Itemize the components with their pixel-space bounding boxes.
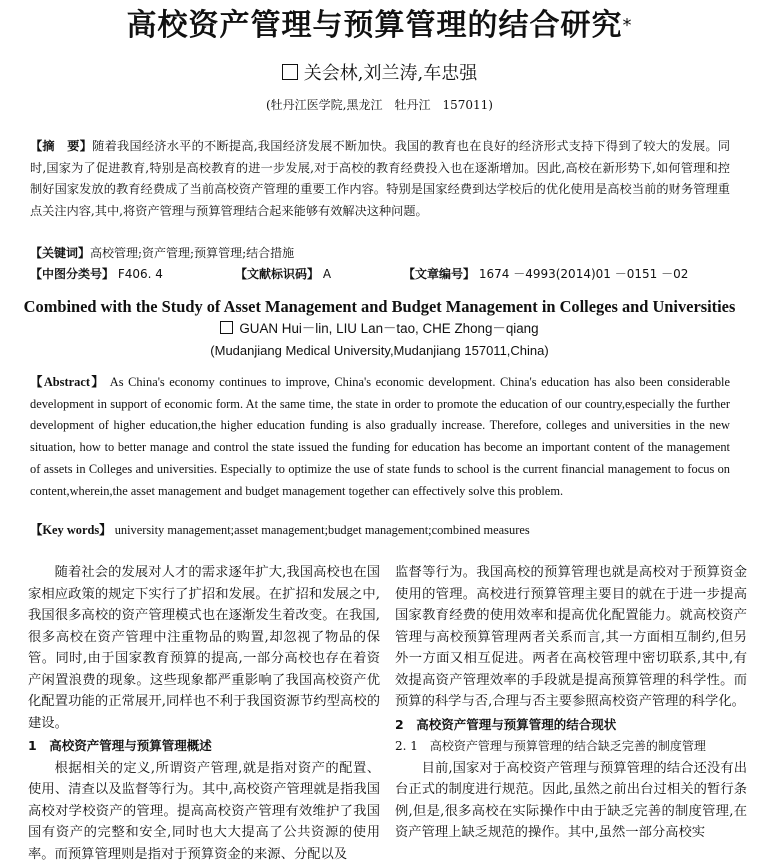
keywords-cn-text: 高校管理;资产管理;预算管理;结合措施 [90,246,294,260]
doc-code-label: 【文献标识码】 [235,267,319,281]
abstract-en-text: As China's economy continues to improve, China's economic development. China's education has also been considerable development in support of economic form. At the same time, the state in order to promote the education of our country,especially the further development of higher education,the higher education funding is also gradually increase. Therefore, colleges and universities in the new situation, how to better manage and control the state issued the funding for education has become an important content of the management of assets in Colleges and universities. Especially to optimize the use of state funds to school is the current financial management to focus on content,wherein,the asset management and budget management together can effectively solve this problem. [30,375,730,498]
subsection-heading-2-1: 2. 1 高校资产管理与预算管理的结合缺乏完善的制度管理 [395,736,747,758]
checkbox-square-icon [220,321,233,334]
abstract-en-label: 【Abstract】 [30,375,105,389]
clc-label: 【中图分类号】 [30,267,114,281]
keywords-cn [30,243,730,263]
title-text: 高校资产管理与预算管理的结合研究 [127,8,623,43]
continued-paragraph: 监督等行为。我国高校的预算管理也就是高校对于预算资金使用的管理。高校进行预算管理主要目的就在于进一步提高国家教育经费的使用效率和提高优化配置能力。就高校资产管理与高校预算管理两者关系而言,其一方面相互制约,但另外一方面又相互促进。两者在高校管理中密切联系,其中,有效提高资产管理效率的手段就是提高预算管理的科学性。而预算的科学与否,合理与否主要参照高校资产管理的科学化。 [395,562,747,713]
abstract-cn-label: 【摘 要】 [30,139,92,153]
affiliation: (牡丹江医学院,黑龙江 牡丹江 157011) [0,96,759,114]
clc-value: F406. 4 [118,267,163,281]
intro-paragraph: 随着社会的发展对人才的需求逐年扩大,我国高校也在国家相应政策的规定下实行了扩招和发展。在扩招和发展之中,我国很多高校的资产管理模式也在逐渐发生着改变。在我国,很多高校在资产管理中注重物品的购置,却忽视了物品的保管。同时,由于国家教育预算的提高,一部分高校也存在着资产闲置浪费的现象。这些现象都严重影响了我国高校资产优化配置功能的正常展开,同样也不利于我国资源节约型高校的建设。 [28,562,380,734]
english-affiliation: (Mudanjiang Medical University,Mudanjiang 157011,China) [0,341,759,361]
keywords-en-text: university management;asset management;budget management;combined measures [115,523,530,537]
keywords-cn-label: 【关键词】 [30,246,90,260]
english-author-line [0,319,759,339]
article-number-label: 【文章编号】 [403,267,475,281]
body-column-left [28,562,380,865]
title-footnote-mark: * [623,15,633,36]
abstract-cn-text: 随着我国经济水平的不断提高,我国经济发展不断加快。我国的教育也在良好的经济形式支持下得到了较大的发展。同时,国家为了促进教育,特别是高校教育的进一步发展,对于高校的教育经费投入也在逐渐增加。因此,高校在新形势下,如何管理和控制好国家发放的教育经费成了当前高校资产管理的重要工作内容。特别是国家经费到达学校后的优化使用是高校当前的财务管理重点关注内容,其中,将资产管理与预算管理结合起来能够有效解决这种问题。 [30,139,730,218]
abstract-cn [30,136,730,222]
keywords-en-label: 【Key words】 [30,523,112,537]
section-1-paragraph: 根据相关的定义,所谓资产管理,就是指对资产的配置、使用、清查以及监督等行为。其中,高校资产管理就是指我国高校对学校资产的管理。提高高校资产管理有效维护了我国国有资产的完整和安全,同时也大大提高了公共资源的使用率。而预算管理则是指对于预算资金的来源、分配以及 [28,758,380,865]
author-line [0,62,759,86]
body-column-right [395,562,747,844]
classification-line [30,264,740,284]
authors: 关会林,刘兰涛,车忠强 [304,63,477,84]
section-2-1-paragraph: 目前,国家对于高校资产管理与预算管理的结合还没有出台正式的制度进行规范。因此,虽然之前出台过相关的暂行条例,但是,很多高校在实际操作中由于缺乏完善的制度管理,在资产管理上缺乏规范的操作。其中,虽然一部分高校实 [395,758,747,844]
keywords-en [30,520,730,540]
english-title: Combined with the Study of Asset Management and Budget Management in Colleges and Universities [10,296,749,318]
abstract-en [30,372,730,502]
article-number-value: 1674 －4993(2014)01 －0151 －02 [479,267,689,281]
section-heading-2: 2 高校资产管理与预算管理的结合现状 [395,714,747,736]
doc-code-value: A [323,267,331,281]
checkbox-square-icon [282,64,298,80]
section-heading-1: 1 高校资产管理与预算管理概述 [28,735,380,757]
english-authors: GUAN Hui－lin, LIU Lan－tao, CHE Zhong－qiang [239,321,538,336]
paper-title [0,6,759,46]
